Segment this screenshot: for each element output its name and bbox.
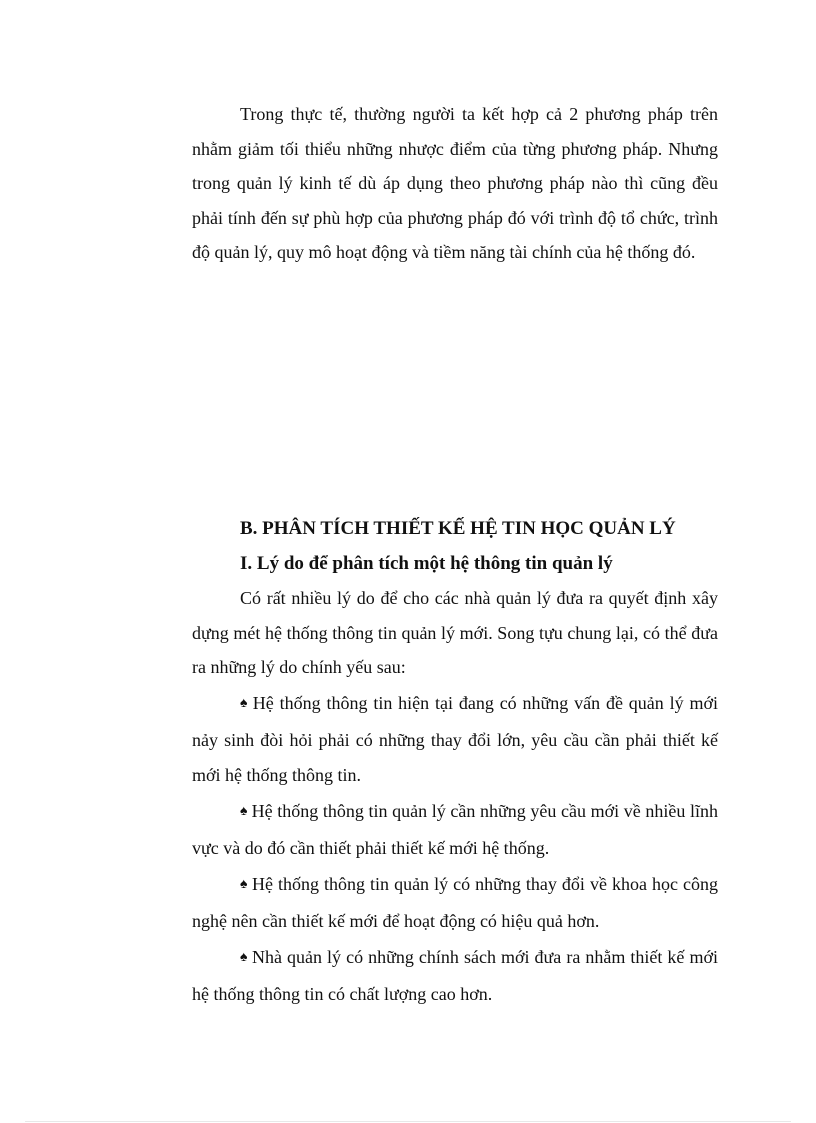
spade-bullet-icon: ♠ [240,695,249,711]
intro-paragraph: Trong thực tế, thường người ta kết hợp cả 2 phương pháp trên nhằm giảm tối thiểu những nhược điểm của từng phương pháp. Nhưng trong quản lý kinh tế dù áp dụng theo phương pháp nào thì cũng đều phải tính đến sự phù hợp của phương pháp đó với trình độ tổ chức, trình độ quản lý, quy mô hoạt động và tiềm năng tài chính của hệ thống đó. [192,104,718,262]
bullet-item [192,867,718,939]
intro-section [192,97,718,270]
lead-paragraph: Có rất nhiều lý do để cho các nhà quản lý đưa ra quyết định xây dựng mét hệ thống thông tin quản lý mới. Song tựu chung lại, có thể đưa ra những lý do chính yếu sau: [192,588,718,677]
spade-bullet-icon: ♠ [240,803,248,819]
bullet-item [192,794,718,866]
bullet-text: Hệ thống thông tin quản lý có những thay đổi về khoa học công nghệ nên cần thiết kế mới để hoạt động có hiệu quả hơn. [192,873,718,931]
bullet-text: Nhà quản lý có những chính sách mới đưa ra nhằm thiết kế mới hệ thống thông tin có chất lượng cao hơn. [192,946,718,1004]
page-bottom-divider [25,1121,791,1122]
analysis-section [192,511,718,1012]
spade-bullet-icon: ♠ [240,876,248,892]
bullet-item [192,686,718,793]
spade-bullet-icon: ♠ [240,949,248,965]
bullet-item [192,940,718,1012]
section-heading: B. PHÂN TÍCH THIẾT KẾ HỆ TIN HỌC QUẢN LÝ [240,518,676,539]
bullet-text: Hệ thống thông tin hiện tại đang có những vấn đề quản lý mới nảy sinh đòi hỏi phải có những thay đổi lớn, yêu cầu cần phải thiết kế mới hệ thống thông tin. [192,692,719,785]
bullet-text: Hệ thống thông tin quản lý cần những yêu cầu mới về nhiều lĩnh vực và do đó cần thiết phải thiết kế mới hệ thống. [192,800,719,858]
subsection-heading: I. Lý do để phân tích một hệ thông tin quản lý [240,553,613,574]
